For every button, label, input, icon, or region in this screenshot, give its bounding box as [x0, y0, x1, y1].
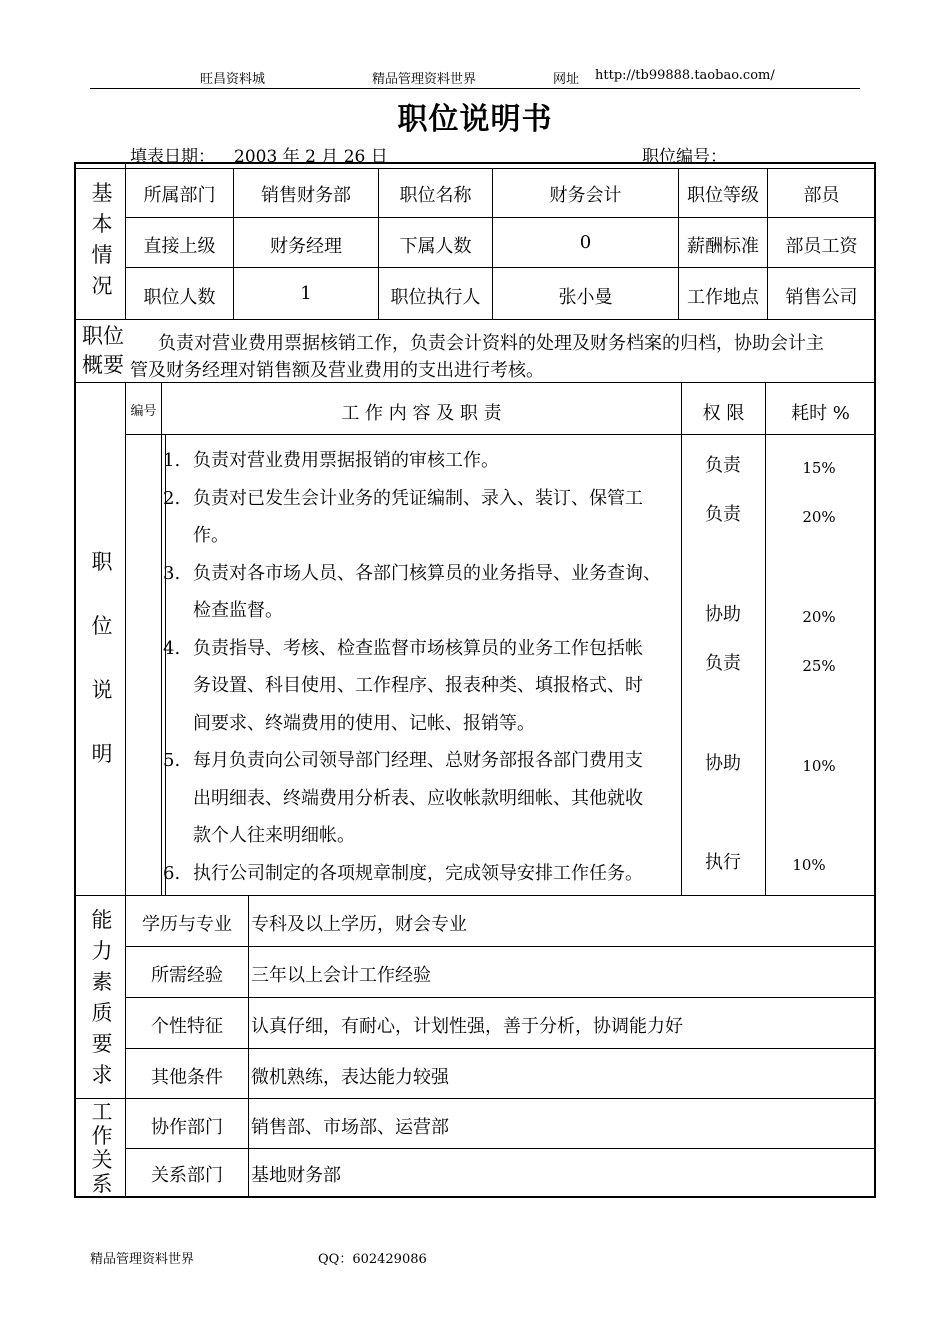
position-no-label: 职位编号：: [642, 147, 727, 167]
duty-item: 2. 负责对已发生会计业务的凭证编制、录入、装订、保管工: [163, 487, 643, 509]
cooperation-value: 销售部、市场部、运营部: [251, 1117, 449, 1138]
header-shop: 旺昌资料城: [200, 72, 266, 87]
location-label: 工作地点: [687, 287, 759, 308]
page-title: 职位说明书: [397, 102, 553, 137]
dept-label: 所属部门: [143, 185, 216, 206]
duty-col-line: [161, 382, 162, 895]
superior-label: 直接上级: [143, 236, 216, 257]
basic-row-line: [125, 267, 876, 268]
subordinates-value: 0: [579, 232, 592, 253]
personality-label: 个性特征: [151, 1016, 223, 1037]
duty-time: 10%: [792, 856, 826, 874]
duty-item: 5. 每月负责向公司领导部门经理、总财务部报各部门费用支: [163, 750, 643, 771]
personality-value: 认真仔细，有耐心，计划性强，善于分析，协调能力好: [251, 1016, 683, 1037]
duty-item: 1. 负责对营业费用票据报销的审核工作。: [163, 450, 499, 471]
duty-authority: 负责: [705, 504, 741, 525]
education-value: 专科及以上学历，财会专业: [251, 914, 467, 935]
subordinates-label: 下属人数: [399, 236, 472, 257]
authority-header: 权 限: [702, 403, 745, 424]
duty-item: 6. 执行公司制定的各项规章制度，完成领导安排工作任务。: [163, 862, 643, 884]
duty-header-line: [125, 434, 876, 435]
duty-item: 4. 负责指导、考核、检查监督市场核算员的业务工作包括帐: [163, 637, 643, 659]
experience-value: 三年以上会计工作经验: [251, 965, 431, 986]
duty-item: 3. 负责对各市场人员、各部门核算员的业务指导、业务查询、: [163, 562, 661, 584]
time-header: 耗时 %: [791, 403, 850, 424]
header-site-label: 网址: [553, 72, 580, 87]
duties-section-label: 职 位 说 明: [91, 550, 113, 766]
location-value: 销售公司: [785, 287, 858, 308]
related-label: 关系部门: [151, 1165, 223, 1186]
ability-col-line: [248, 895, 249, 1198]
header-world: 精品管理资料世界: [372, 72, 477, 87]
salary-label: 薪酬标准: [687, 236, 759, 257]
duty-time: 20%: [802, 508, 836, 526]
relation-row-line: [125, 1148, 876, 1149]
headcount-label: 职位人数: [143, 287, 216, 308]
summary-line-2: 管及财务经理对销售额及营业费用的支出进行考核。: [130, 360, 544, 381]
salary-value: 部员工资: [785, 236, 858, 257]
other-value: 微机熟练，表达能力较强: [251, 1067, 449, 1088]
fill-date-label: 填表日期：: [130, 147, 215, 167]
duty-list: 1. 负责对营业费用票据报销的审核工作。 2. 负责对已发生会计业务的凭证编制、录入、装订、保管工 作。 3. 负责对各市场人员、各部门核算员的业务指导、业务查询、 检查监督。 4. 负责指导、考核、检查监督市场核算员的业务工作包括帐 务设置、科目使用、工作程序、报表种类、填报格式、时 间要求、终端费用的使用、记帐、报销等。 5. 每月负责向公司领导部门经理、总财务部报各部门费用支 出明细表、终端费用分析表、应收帐款明细帐、其他就收 款个人往来明细帐。 6. 执行公司制定的各项规章制度，完成领导安排工作任务。: [163, 442, 683, 892]
relations-section-label: 工 作 关 系: [91, 1100, 113, 1196]
experience-label: 所需经验: [151, 965, 223, 986]
education-label: 学历与专业: [142, 914, 232, 935]
section-line: [74, 382, 876, 383]
duty-authority: 负责: [705, 455, 741, 476]
ability-section-label: 能 力 素 质 要 求: [91, 908, 113, 1087]
related-value: 基地财务部: [251, 1165, 341, 1186]
frame-inner-top: [74, 168, 876, 169]
duty-time: 10%: [802, 757, 836, 775]
duty-time: 25%: [802, 657, 836, 675]
header-rule: [90, 88, 860, 89]
superior-value: 财务经理: [270, 236, 342, 257]
footer-qq: QQ：602429086: [318, 1252, 427, 1267]
section-line: [74, 895, 876, 896]
cooperation-label: 协作部门: [151, 1117, 223, 1138]
duty-authority: 执行: [705, 852, 741, 873]
holder-value: 张小曼: [558, 287, 613, 308]
summary-section-label: 职位 概要: [82, 324, 124, 377]
grade-value: 部员: [803, 185, 840, 206]
section-line: [74, 319, 876, 320]
duty-content-header: 工 作 内 容 及 职 责: [341, 403, 502, 424]
position-name-label: 职位名称: [399, 185, 472, 206]
basic-section-label: 基 本 情 况: [91, 181, 113, 298]
ability-row-line: [125, 946, 876, 947]
holder-label: 职位执行人: [390, 287, 481, 308]
summary-line-1: 负责对营业费用票据核销工作，负责会计资料的处理及财务档案的归档，协助会计主: [158, 333, 824, 354]
duty-authority: 协助: [705, 604, 741, 625]
duty-authority: 协助: [705, 753, 741, 774]
header-site-url[interactable]: http://tb99888.taobao.com/: [595, 68, 775, 83]
footer-left: 精品管理资料世界: [90, 1252, 195, 1267]
duty-time: 20%: [802, 608, 836, 626]
duty-col-line: [765, 382, 766, 895]
fill-date-value: 2003 年 2 月 26 日: [234, 147, 388, 167]
basic-row-line: [125, 217, 876, 218]
dept-value: 销售财务部: [261, 185, 351, 206]
grade-label: 职位等级: [687, 185, 759, 206]
other-label: 其他条件: [151, 1067, 223, 1088]
headcount-value: 1: [300, 283, 312, 304]
position-name-value: 财务会计: [549, 185, 622, 206]
duty-no-header: 编号: [130, 404, 157, 419]
ability-row-line: [125, 997, 876, 998]
ability-row-line: [125, 1048, 876, 1049]
section-line: [74, 1098, 876, 1099]
duty-authority: 负责: [705, 653, 741, 674]
duty-time: 15%: [802, 459, 836, 477]
